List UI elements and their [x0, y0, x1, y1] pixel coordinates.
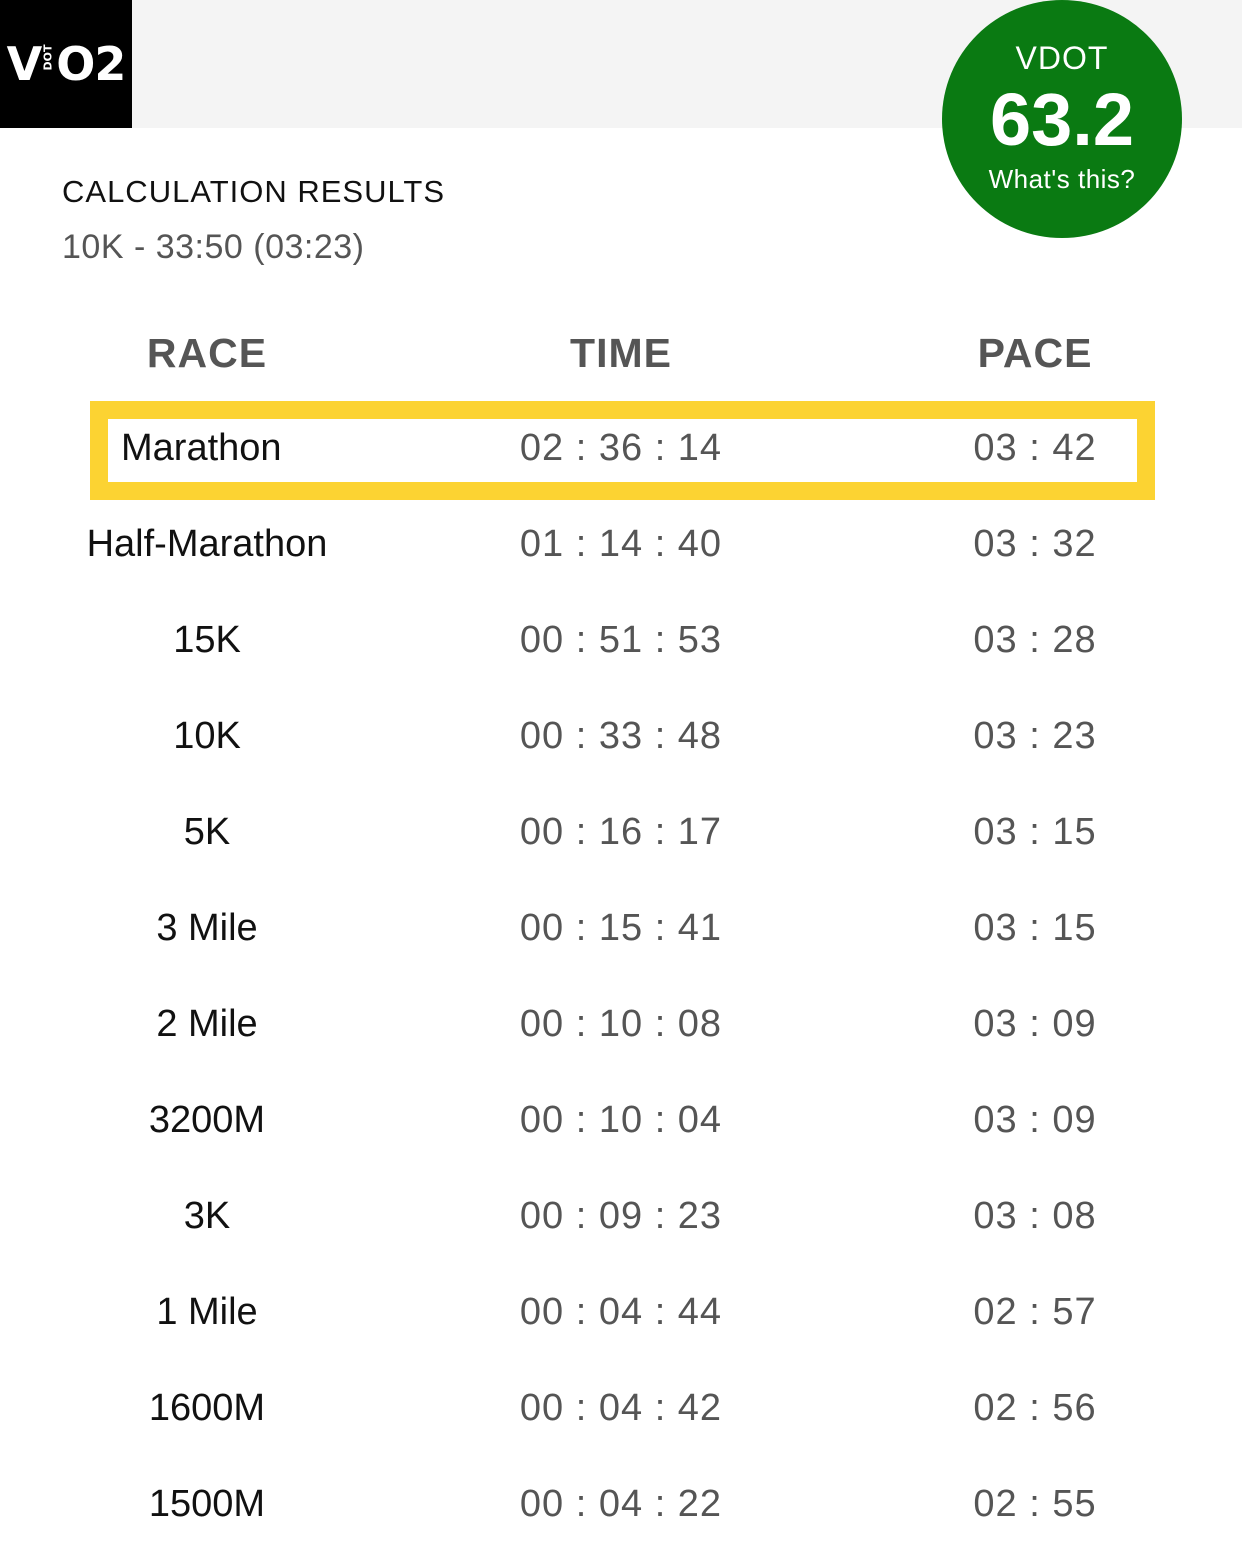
race-name: Half-Marathon [86, 523, 328, 565]
race-name: 5K [183, 811, 231, 853]
race-pace: 02 : 57 [973, 1291, 1097, 1333]
race-name: 1600M [148, 1387, 266, 1429]
race-pace: 02 : 55 [973, 1483, 1097, 1525]
race-time: 00 : 33 : 48 [519, 715, 723, 757]
table-row[interactable] [0, 1072, 1242, 1168]
race-name: 15K [173, 619, 241, 661]
column-header-pace: PACE [977, 330, 1093, 376]
table-row[interactable] [0, 1168, 1242, 1264]
column-header-time: TIME [570, 330, 672, 376]
table-row[interactable] [0, 880, 1242, 976]
whats-this-link[interactable]: What's this? [988, 164, 1136, 194]
table-row[interactable] [0, 1264, 1242, 1360]
race-pace: 02 : 56 [973, 1387, 1097, 1429]
race-time: 01 : 14 : 40 [519, 523, 723, 565]
race-pace: 03 : 15 [973, 907, 1097, 949]
race-time: 02 : 36 : 14 [519, 427, 723, 469]
results-input-summary: 10K - 33:50 (03:23) [62, 228, 365, 266]
race-name: Marathon [121, 427, 282, 469]
race-time: 00 : 10 : 08 [519, 1003, 723, 1045]
table-row[interactable] [0, 496, 1242, 592]
logo-letters-o2: O2 [56, 37, 126, 91]
table-row[interactable] [0, 592, 1242, 688]
race-name: 3K [183, 1195, 231, 1237]
race-name: 3200M [148, 1099, 266, 1141]
table-row[interactable] [0, 1456, 1242, 1552]
results-heading: CALCULATION RESULTS [62, 174, 446, 209]
race-pace: 03 : 09 [973, 1003, 1097, 1045]
race-name: 2 Mile [156, 1003, 258, 1045]
vdot-value: 63.2 [989, 78, 1135, 161]
race-time: 00 : 09 : 23 [519, 1195, 723, 1237]
race-name: 3 Mile [156, 907, 258, 949]
race-pace: 03 : 32 [973, 523, 1097, 565]
race-time: 00 : 04 : 44 [519, 1291, 723, 1333]
race-name: 1500M [148, 1483, 266, 1525]
race-pace: 03 : 09 [973, 1099, 1097, 1141]
race-name: 10K [173, 715, 241, 757]
column-header-race: RACE [146, 330, 268, 376]
race-time: 00 : 16 : 17 [519, 811, 723, 853]
race-pace: 03 : 15 [973, 811, 1097, 853]
race-pace: 03 : 23 [973, 715, 1097, 757]
table-row[interactable] [0, 400, 1242, 496]
table-row[interactable] [0, 784, 1242, 880]
race-time: 00 : 15 : 41 [519, 907, 723, 949]
race-name: 1 Mile [156, 1291, 258, 1333]
vdot-score-badge[interactable] [942, 0, 1182, 238]
race-time: 00 : 04 : 42 [519, 1387, 723, 1429]
logo-dot-text: DOT [41, 44, 55, 70]
race-time: 00 : 51 : 53 [519, 619, 723, 661]
table-row[interactable] [0, 976, 1242, 1072]
race-time: 00 : 04 : 22 [519, 1483, 723, 1525]
vdot-o2-logo[interactable] [0, 0, 132, 128]
vdot-label: VDOT [1015, 40, 1109, 76]
table-row[interactable] [0, 688, 1242, 784]
race-time: 00 : 10 : 04 [519, 1099, 723, 1141]
race-pace: 03 : 08 [973, 1195, 1097, 1237]
race-pace: 03 : 28 [973, 619, 1097, 661]
race-pace: 03 : 42 [973, 427, 1097, 469]
table-row[interactable] [0, 1360, 1242, 1456]
logo-letter-v: V [6, 37, 42, 91]
